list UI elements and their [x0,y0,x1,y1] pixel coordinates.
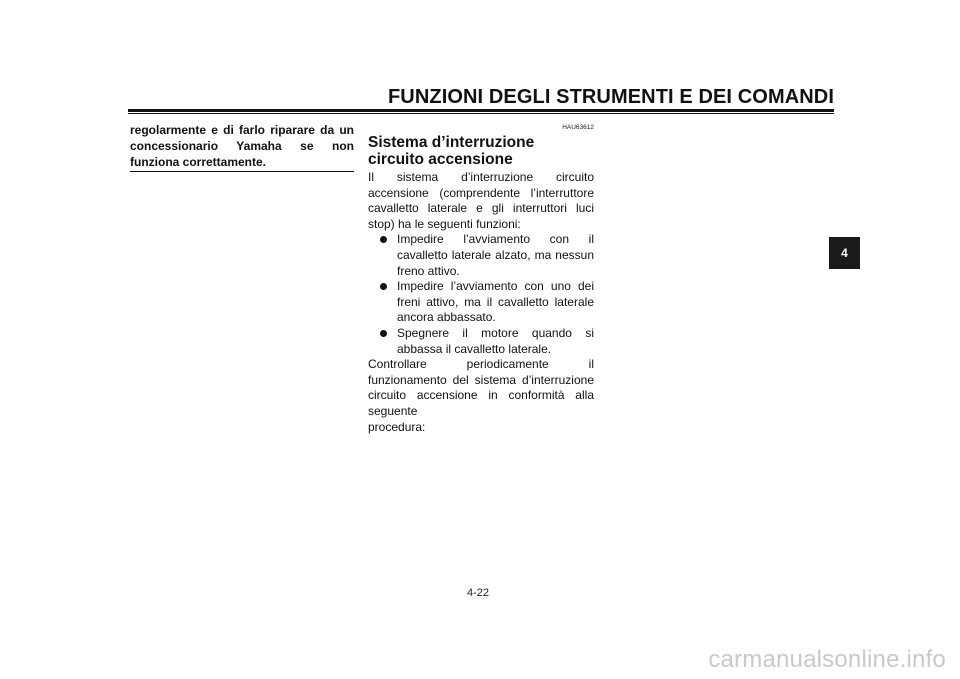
list-item-text: Impedire l’avviamento con il cavalletto laterale alzato, ma nessun freno attivo. [397,232,594,278]
function-list [368,232,594,357]
list-item [368,279,594,326]
section-title: Sistema d’interruzione circuito accensione [368,134,535,168]
left-column-text: regolarmente e di farlo riparare da un concessionario Yamaha se non funziona correttamente. [130,123,354,169]
header-rule [128,109,834,112]
bullet-icon [380,330,387,337]
watermark: carmanualsonline.info [708,646,946,673]
closing-last-line: procedura: [368,419,426,434]
bullet-icon [380,283,387,290]
section-code: HAU63612 [562,124,594,131]
closing-paragraph: Controllare periodicamente il funzionamento del sistema d’interruzione circuito accensione in conformità alla seguente [368,357,594,418]
chapter-tab [829,237,860,269]
header-rule-thin [128,113,834,114]
list-item [368,326,594,357]
list-item-text: Impedire l’avviamento con uno dei freni attivo, ma il cavalletto laterale ancora abbassato. [397,279,594,325]
list-item-text: Spegnere il motore quando si abbassa il cavalletto laterale. [397,325,594,356]
chapter-number: 4 [841,246,848,260]
list-item [368,232,594,279]
middle-column [368,124,594,435]
page-number: 4-22 [467,587,490,599]
left-column-rule [130,171,354,172]
bullet-icon [380,236,387,243]
intro-paragraph: Il sistema d’interruzione circuito accensione (comprendente l’interruttore cavalletto laterale e gli interruttori luci stop) ha le seguenti funzioni: [368,170,594,231]
page-title: FUNZIONI DEGLI STRUMENTI E DEI COMANDI [387,86,834,108]
